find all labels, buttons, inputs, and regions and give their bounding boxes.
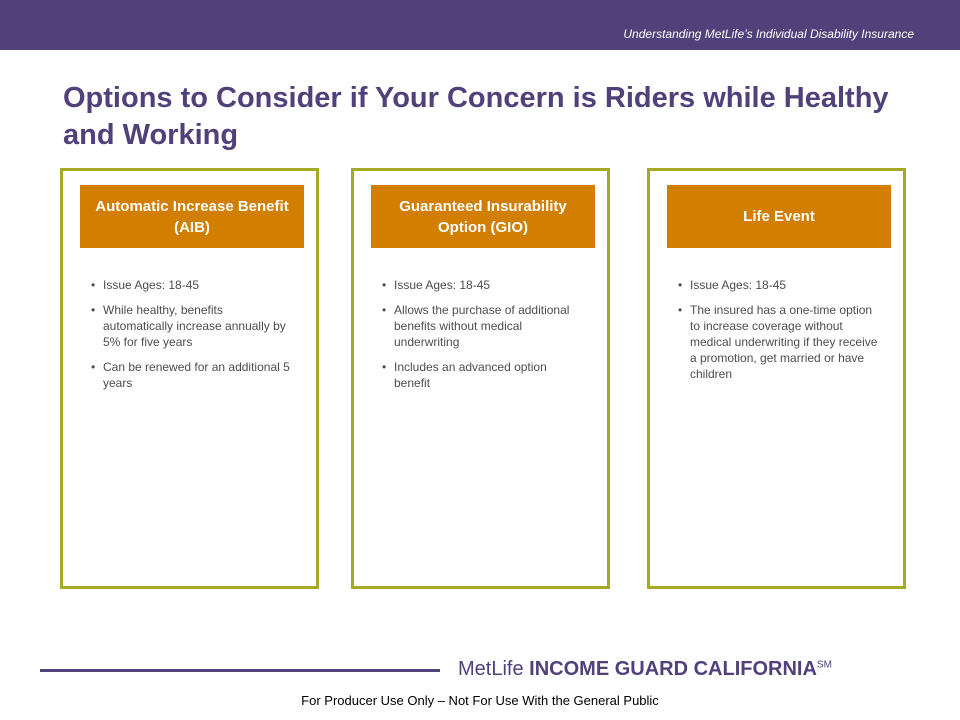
- brand-name: MetLife: [458, 658, 524, 680]
- footer-disclaimer: For Producer Use Only – Not For Use With the General Public: [301, 693, 659, 708]
- bullet-list: [678, 277, 878, 391]
- brand-logo: [458, 658, 832, 681]
- bullet-list: [382, 277, 582, 400]
- card-title: Guaranteed Insurability Option (GIO): [371, 185, 595, 248]
- bullet-item: • Issue Ages: 18-45: [91, 277, 291, 293]
- bullet-item: • While healthy, benefits automatically increase annually by 5% for five years: [91, 302, 291, 350]
- header-subtitle: Understanding MetLife’s Individual Disability Insurance: [623, 27, 914, 41]
- bullet-item: • Issue Ages: 18-45: [678, 277, 878, 293]
- option-card-gio: [351, 168, 610, 589]
- slide-title: Options to Consider if Your Concern is Riders while Healthy and Working: [63, 82, 889, 151]
- bullet-list: [91, 277, 291, 400]
- bullet-item: • The insured has a one-time option to increase coverage without medical underwriting if they receive a promotion, get married or have children: [678, 302, 878, 382]
- card-title: Automatic Increase Benefit (AIB): [80, 185, 304, 248]
- bullet-item: • Can be renewed for an additional 5 years: [91, 359, 291, 391]
- option-card-aib: [60, 168, 319, 589]
- brand-product: INCOME GUARD CALIFORNIA: [529, 658, 817, 680]
- bullet-item: • Issue Ages: 18-45: [382, 277, 582, 293]
- bullet-item: • Allows the purchase of additional benefits without medical underwriting: [382, 302, 582, 350]
- bullet-item: • Includes an advanced option benefit: [382, 359, 582, 391]
- option-card-life-event: [647, 168, 906, 589]
- service-mark: SM: [816, 659, 832, 671]
- footer-divider: [40, 669, 440, 672]
- card-title: Life Event: [667, 185, 891, 248]
- header-bar: [0, 0, 960, 50]
